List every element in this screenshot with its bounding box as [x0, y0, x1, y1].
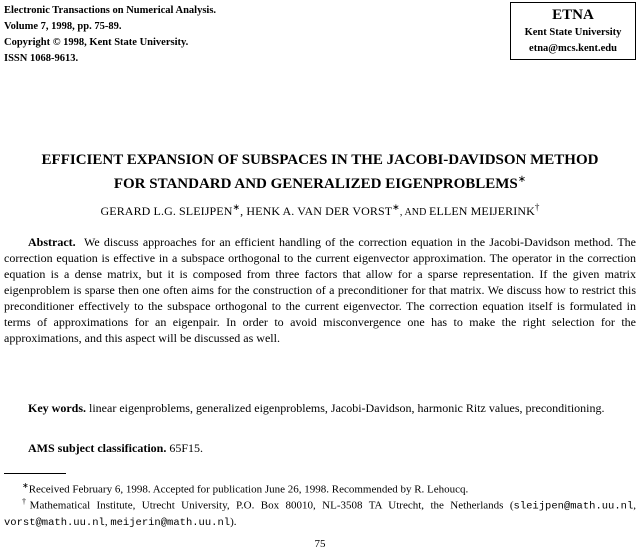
- author-mark-1: ∗: [232, 202, 241, 212]
- etna-university: Kent State University: [524, 27, 622, 38]
- footnote-2-comma-2: ,: [104, 515, 111, 528]
- paper-title: [0, 150, 640, 194]
- journal-volume: Volume 7, 1998, pp. 75-89.: [4, 21, 122, 32]
- title-line-2-text: FOR STANDARD AND GENERALIZED EIGENPROBLEMS: [113, 176, 518, 192]
- abstract-text: We discuss approaches for an efficient handling of the correction equation in the Jacobi-Davidson method. The correction equation is effective in a subspace orthogonal to the current eigenvector approximation. The operator in the correction equation is a dense matrix, but it is composed from three factors that allow for a sparse representation. If the given matrix eigenproblem is sparse then one often aims for the construction of a preconditioner for that matrix. We discuss how to restrict this preconditioner effectively to the subspace orthogonal to the current eigenvector. The correction equation itself is formulated in terms of approximations for an eigenpair. In order to avoid misconvergence one has to make the right selection for the approximations, and this aspect will be discussed as well.: [4, 235, 636, 345]
- ams-label: AMS subject classification.: [28, 441, 167, 455]
- footnote-2: [4, 494, 636, 531]
- ams-classification: [4, 440, 636, 456]
- email-meijerink[interactable]: meijerin@math.uu.nl: [110, 516, 231, 529]
- author-mark-2: ∗: [392, 202, 400, 212]
- abstract-label: Abstract.: [28, 235, 76, 249]
- author-and: , AND: [399, 207, 430, 218]
- author-separator-1: ,: [240, 204, 247, 218]
- journal-name: Electronic Transactions on Numerical Analysis.: [4, 5, 217, 16]
- footnote-2-close: ).: [230, 515, 237, 528]
- ams-text: 65F15.: [169, 441, 204, 455]
- footnote-2-mark: †: [22, 497, 30, 506]
- email-vorst[interactable]: vorst@math.uu.nl: [4, 516, 105, 529]
- email-sleijpen[interactable]: sleijpen@math.uu.nl: [513, 500, 634, 513]
- title-line-2: [0, 170, 640, 194]
- footnote-2-text: Mathematical Institute, Utrecht University, P.O. Box 80010, NL-3508 TA Utrecht, the Netherlands: [29, 499, 504, 512]
- journal-info: [4, 3, 216, 67]
- title-line-1: EFFICIENT EXPANSION OF SUBSPACES IN THE JACOBI-DAVIDSON METHOD: [41, 152, 599, 168]
- author-mark-3: †: [534, 202, 540, 212]
- footnote-rule: [4, 473, 66, 474]
- page-number: 75: [314, 538, 326, 550]
- journal-issn: ISSN 1068-9613.: [4, 53, 79, 64]
- author-van-der-vorst: HENK A. VAN DER VORST: [246, 204, 393, 218]
- etna-box: [510, 2, 636, 60]
- author-meijerink: ELLEN MEIJERINK: [429, 204, 535, 218]
- footnote-2-open: (: [509, 499, 514, 512]
- author-sleijpen: GERARD L.G. SLEIJPEN: [100, 204, 233, 218]
- footnote-1-mark: ∗: [22, 481, 29, 490]
- etna-email: etna@mcs.kent.edu: [529, 43, 617, 54]
- abstract: [4, 234, 636, 346]
- title-footnote-mark: ∗: [517, 174, 527, 185]
- keywords-text: linear eigenproblems, generalized eigenproblems, Jacobi-Davidson, harmonic Ritz values, preconditioning.: [89, 401, 605, 415]
- author-list: [0, 202, 640, 219]
- footnote-1-text: Received February 6, 1998. Accepted for publication June 26, 1998. Recommended by R. Lehoucq.: [28, 483, 469, 496]
- footnote-2-comma-1: ,: [633, 499, 637, 512]
- etna-name: ETNA: [552, 7, 594, 23]
- journal-copyright: Copyright © 1998, Kent State University.: [4, 37, 189, 48]
- keywords: [4, 400, 636, 417]
- keywords-label: Key words.: [28, 401, 86, 415]
